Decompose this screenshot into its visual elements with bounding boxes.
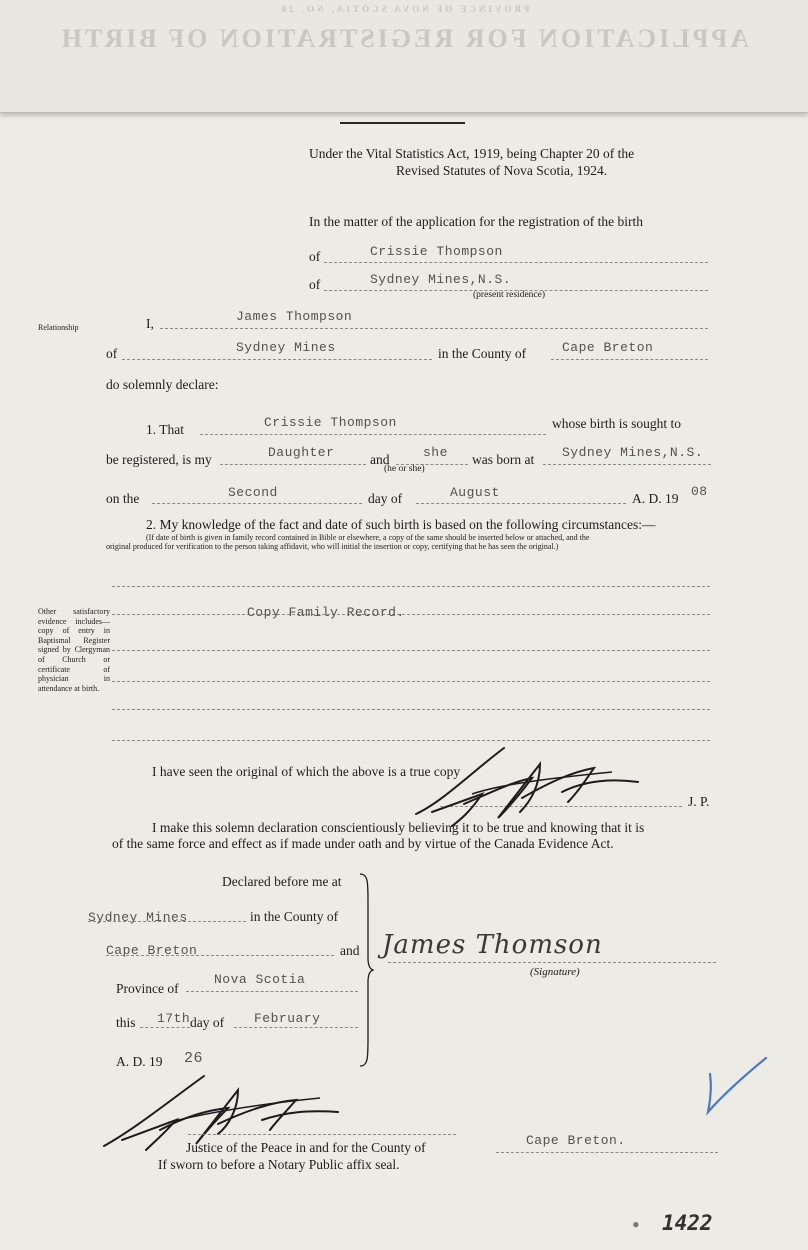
birthplace-value: Sydney Mines,N.S. xyxy=(562,445,704,460)
justice-county-line xyxy=(496,1152,718,1153)
item1-day-of: day of xyxy=(368,491,403,506)
evidence-line-2 xyxy=(112,614,710,615)
declarant-signature: James Thomson xyxy=(382,930,603,960)
declared-this: this xyxy=(116,1015,136,1030)
child-name-value: Crissie Thompson xyxy=(370,244,503,259)
matter-of-label: of xyxy=(309,249,321,264)
justice-text: Justice of the Peace in and for the County of xyxy=(186,1140,426,1155)
solemn-line-1: I make this solemn declaration conscientiously believing it to be true and knowing that it is xyxy=(152,820,645,835)
county-line xyxy=(551,359,708,360)
stamp-number: 1422 xyxy=(662,1211,713,1235)
declared-ad: A. D. 19 xyxy=(116,1054,163,1069)
header-rule xyxy=(340,122,465,124)
stamp-dot: • xyxy=(632,1212,640,1237)
relation-line xyxy=(220,464,366,465)
item1-born-at: was born at xyxy=(472,452,535,467)
evidence-value: Copy Family Record. xyxy=(247,605,405,620)
seen-original-text: I have seen the original of which the above is a true copy xyxy=(152,764,461,779)
item1-ad: A. D. 19 xyxy=(632,491,679,506)
province-line xyxy=(186,991,358,992)
evidence-line-3 xyxy=(112,650,710,651)
item1-whose: whose birth is sought to xyxy=(552,416,682,431)
justice-signature-line xyxy=(188,1134,456,1135)
declared-day-line xyxy=(140,1027,190,1028)
evidence-line-6 xyxy=(112,740,710,741)
declared-year-value: 26 xyxy=(184,1050,204,1067)
jp-label: J. P. xyxy=(688,794,710,809)
declared-county-label: in the County of xyxy=(250,909,339,924)
declared-month-line xyxy=(234,1027,358,1028)
jp-signature-scrawl xyxy=(412,742,652,832)
relationship-label: Relationship xyxy=(38,323,79,332)
residence-of-label: of xyxy=(309,277,321,292)
county-value: Cape Breton xyxy=(562,340,654,355)
child-name-line xyxy=(324,262,708,263)
solemn-line-2: of the same force and effect as if made under oath and by virtue of the Canada Evidence Act. xyxy=(112,836,614,851)
matter-intro: In the matter of the application for the registration of the birth xyxy=(309,214,644,229)
declared-and: and xyxy=(340,943,360,958)
pronoun-value: she xyxy=(423,445,448,460)
relation-value: Daughter xyxy=(268,445,335,460)
act-line-2: Revised Statutes of Nova Scotia, 1924. xyxy=(396,163,608,178)
birthplace-line xyxy=(543,464,711,465)
item1-on-the: on the xyxy=(106,491,140,506)
bleed-through-title: APPLICATION FOR REGISTRATION OF BIRTH xyxy=(58,24,750,53)
residence-value: Sydney Mines,N.S. xyxy=(370,272,512,287)
birth-day-value: Second xyxy=(228,485,278,500)
act-line-1: Under the Vital Statistics Act, 1919, being Chapter 20 of the xyxy=(309,146,635,161)
folded-top-flap xyxy=(0,0,808,113)
residence-note: (present residence) xyxy=(473,290,546,300)
evidence-line-4 xyxy=(112,681,710,682)
item1-name-value: Crissie Thompson xyxy=(264,415,397,430)
pronoun-note: (he or she) xyxy=(384,464,425,474)
birth-year-value: 08 xyxy=(691,484,708,499)
birth-month-value: August xyxy=(450,485,500,500)
day-line xyxy=(152,503,362,504)
item1-name-line xyxy=(200,434,546,435)
item2-note-1: (If date of birth is given in family record contained in Bible or elsewhere, a copy of the same should be inserted below or attached, and the xyxy=(146,533,590,542)
province-label: Province of xyxy=(116,981,179,996)
declared-place-value: Sydney Mines xyxy=(88,910,188,925)
declarant-name-line xyxy=(160,328,708,329)
signature-label: (Signature) xyxy=(530,966,580,978)
margin-note-evidence: Other satisfactory evidence includes—copy of entry in Baptismal Register signed by Clergyman of Church or certificate of physician in attendance at birth. xyxy=(38,607,110,693)
evidence-line-5 xyxy=(112,709,710,710)
month-line xyxy=(416,503,626,504)
item1-registered: be registered, is my xyxy=(106,452,212,467)
declarant-of-label: of xyxy=(106,346,118,361)
declared-day-value: 17th xyxy=(157,1011,191,1026)
evidence-line-1 xyxy=(112,586,710,587)
declared-county-value: Cape Breton xyxy=(106,943,198,958)
declare-text: do solemnly declare: xyxy=(106,377,219,392)
declarant-i-label: I, xyxy=(146,316,154,331)
item1-that: 1. That xyxy=(146,422,184,437)
county-label: in the County of xyxy=(438,346,527,361)
bracket-brace xyxy=(358,872,374,1068)
check-mark-icon xyxy=(700,1054,770,1118)
bleed-through-small-text: PROVINCE OF NOVA SCOTIA, NO. 20 xyxy=(278,4,530,14)
province-value: Nova Scotia xyxy=(214,972,306,987)
item2-note-2: original produced for verification to the person taking affidavit, who will initial the insertion or copy, certifying that he has seen the original.) xyxy=(106,542,559,551)
declarant-place-line xyxy=(122,359,432,360)
declarant-name-value: James Thompson xyxy=(236,309,353,324)
declarant-place-value: Sydney Mines xyxy=(236,340,336,355)
declared-before-text: Declared before me at xyxy=(222,874,342,889)
justice-county-value: Cape Breton. xyxy=(526,1133,626,1148)
declared-month-value: February xyxy=(254,1011,321,1026)
signature-line xyxy=(388,962,716,963)
item1-and: and xyxy=(370,452,390,467)
declared-day-of: day of xyxy=(190,1015,225,1030)
item2-text: 2. My knowledge of the fact and date of such birth is based on the following circumstances:— xyxy=(146,517,656,532)
notary-text: If sworn to before a Notary Public affix seal. xyxy=(158,1157,400,1172)
